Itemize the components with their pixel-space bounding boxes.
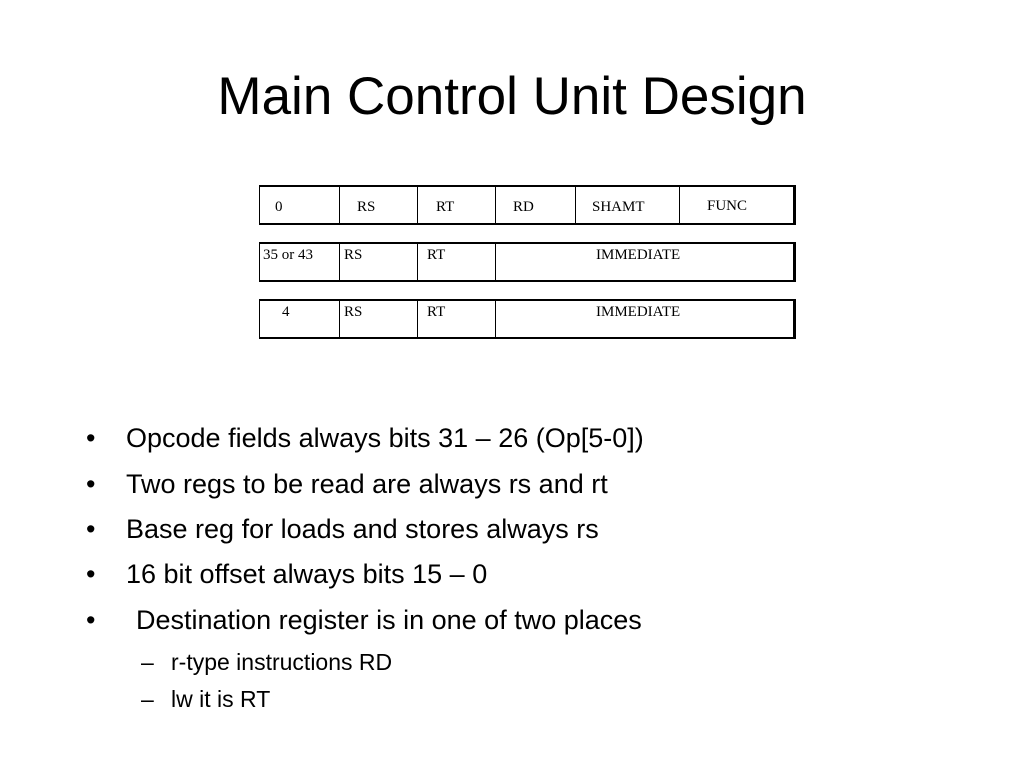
load-store-format <box>259 242 796 282</box>
list-item <box>0 464 1024 504</box>
bullet-marker: • <box>86 469 96 499</box>
dash-marker: – <box>141 649 154 675</box>
opcode-field: 35 or 43 <box>260 244 340 280</box>
bullet-text: Opcode fields always bits 31 – 26 (Op[5-0]) <box>126 423 644 453</box>
immediate-field: IMMEDIATE <box>596 304 681 320</box>
sub-item-text: lw it is RT <box>171 686 271 712</box>
bullet-marker: • <box>86 423 96 453</box>
list-item <box>0 554 1024 594</box>
bullet-text: Base reg for loads and stores always rs <box>126 514 599 544</box>
rt-field: RT <box>418 301 496 337</box>
rt-field: RT <box>418 244 496 280</box>
bullet-text: Destination register is in one of two places <box>136 605 642 635</box>
rs-field: RS <box>340 301 418 337</box>
bullet-text: 16 bit offset always bits 15 – 0 <box>126 559 488 589</box>
bullet-marker: • <box>86 514 96 544</box>
sub-item-text: r-type instructions RD <box>171 649 393 675</box>
bullet-marker: • <box>86 559 96 589</box>
immediate-field: IMMEDIATE <box>596 247 681 263</box>
func-field: FUNC <box>707 198 748 214</box>
list-item <box>0 600 1024 640</box>
sub-list-item <box>0 682 1024 716</box>
r-type-format <box>259 185 796 225</box>
rd-field: RD <box>496 187 576 223</box>
bullet-text: Two regs to be read are always rs and rt <box>126 469 608 499</box>
list-item <box>0 418 1024 458</box>
branch-format <box>259 299 796 339</box>
bullet-marker: • <box>86 605 96 635</box>
rs-field: RS <box>340 244 418 280</box>
shamt-field: SHAMT <box>576 187 680 223</box>
rt-field: RT <box>418 187 496 223</box>
list-item <box>0 509 1024 549</box>
slide-title: Main Control Unit Design <box>217 67 807 126</box>
opcode-field: 0 <box>260 187 340 223</box>
dash-marker: – <box>141 686 154 712</box>
opcode-field: 4 <box>260 301 340 337</box>
rs-field: RS <box>340 187 418 223</box>
sub-list-item <box>0 645 1024 679</box>
